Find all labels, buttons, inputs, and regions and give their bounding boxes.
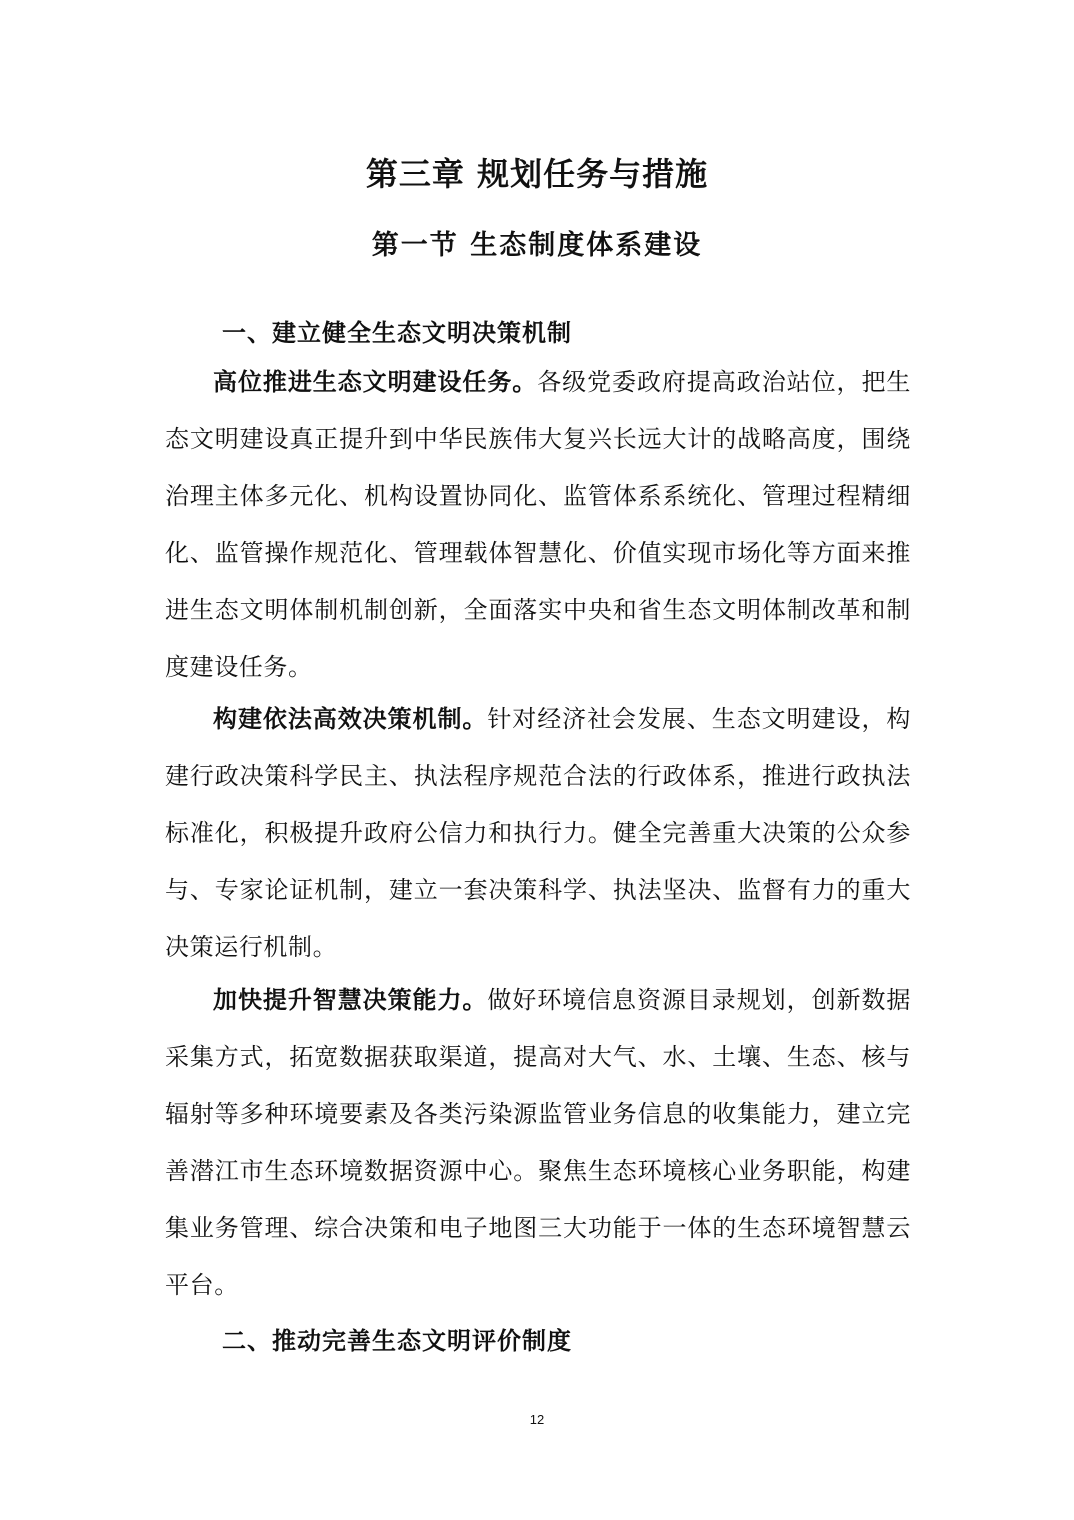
paragraph-promote-construction-tasks <box>165 353 911 696</box>
paragraph-decision-mechanism <box>165 690 911 976</box>
paragraph-body: 针对经济社会发展、生态文明建设，构建行政决策科学民主、执法程序规范合法的行政体系，推进行政执法标准化，积极提升政府公信力和执行力。健全完善重大决策的公众参与、专家论证机制，建立一套决策科学、执法坚决、监督有力的重大决策运行机制。 <box>165 705 911 961</box>
section-title: 第一节 生态制度体系建设 <box>371 230 703 261</box>
paragraph-smart-decision <box>165 971 911 1314</box>
heading-evaluation-system: 二、推动完善生态文明评价制度 <box>222 1326 572 1355</box>
chapter-title: 第三章 规划任务与措施 <box>365 155 709 193</box>
paragraph-lead: 高位推进生态文明建设任务。 <box>213 367 538 396</box>
paragraph-body: 做好环境信息资源目录规划，创新数据采集方式，拓宽数据获取渠道，提高对大气、水、土壤、生态、核与辐射等多种环境要素及各类污染源监管业务信息的收集能力，建立完善潜江市生态环境数据资源中心。聚焦生态环境核心业务职能，构建集业务管理、综合决策和电子地图三大功能于一体的生态环境智慧云平台。 <box>165 986 911 1299</box>
paragraph-lead: 加快提升智慧决策能力。 <box>213 985 488 1014</box>
page-number: 12 <box>529 1412 545 1427</box>
heading-establish-decision-mechanism: 一、建立健全生态文明决策机制 <box>222 318 572 347</box>
paragraph-lead: 构建依法高效决策机制。 <box>213 704 488 733</box>
paragraph-body: 各级党委政府提高政治站位，把生态文明建设真正提升到中华民族伟大复兴长远大计的战略高度，围绕治理主体多元化、机构设置协同化、监管体系系统化、管理过程精细化、监管操作规范化、管理载体智慧化、价值实现市场化等方面来推进生态文明体制机制创新，全面落实中央和省生态文明体制改革和制度建设任务。 <box>165 368 911 681</box>
